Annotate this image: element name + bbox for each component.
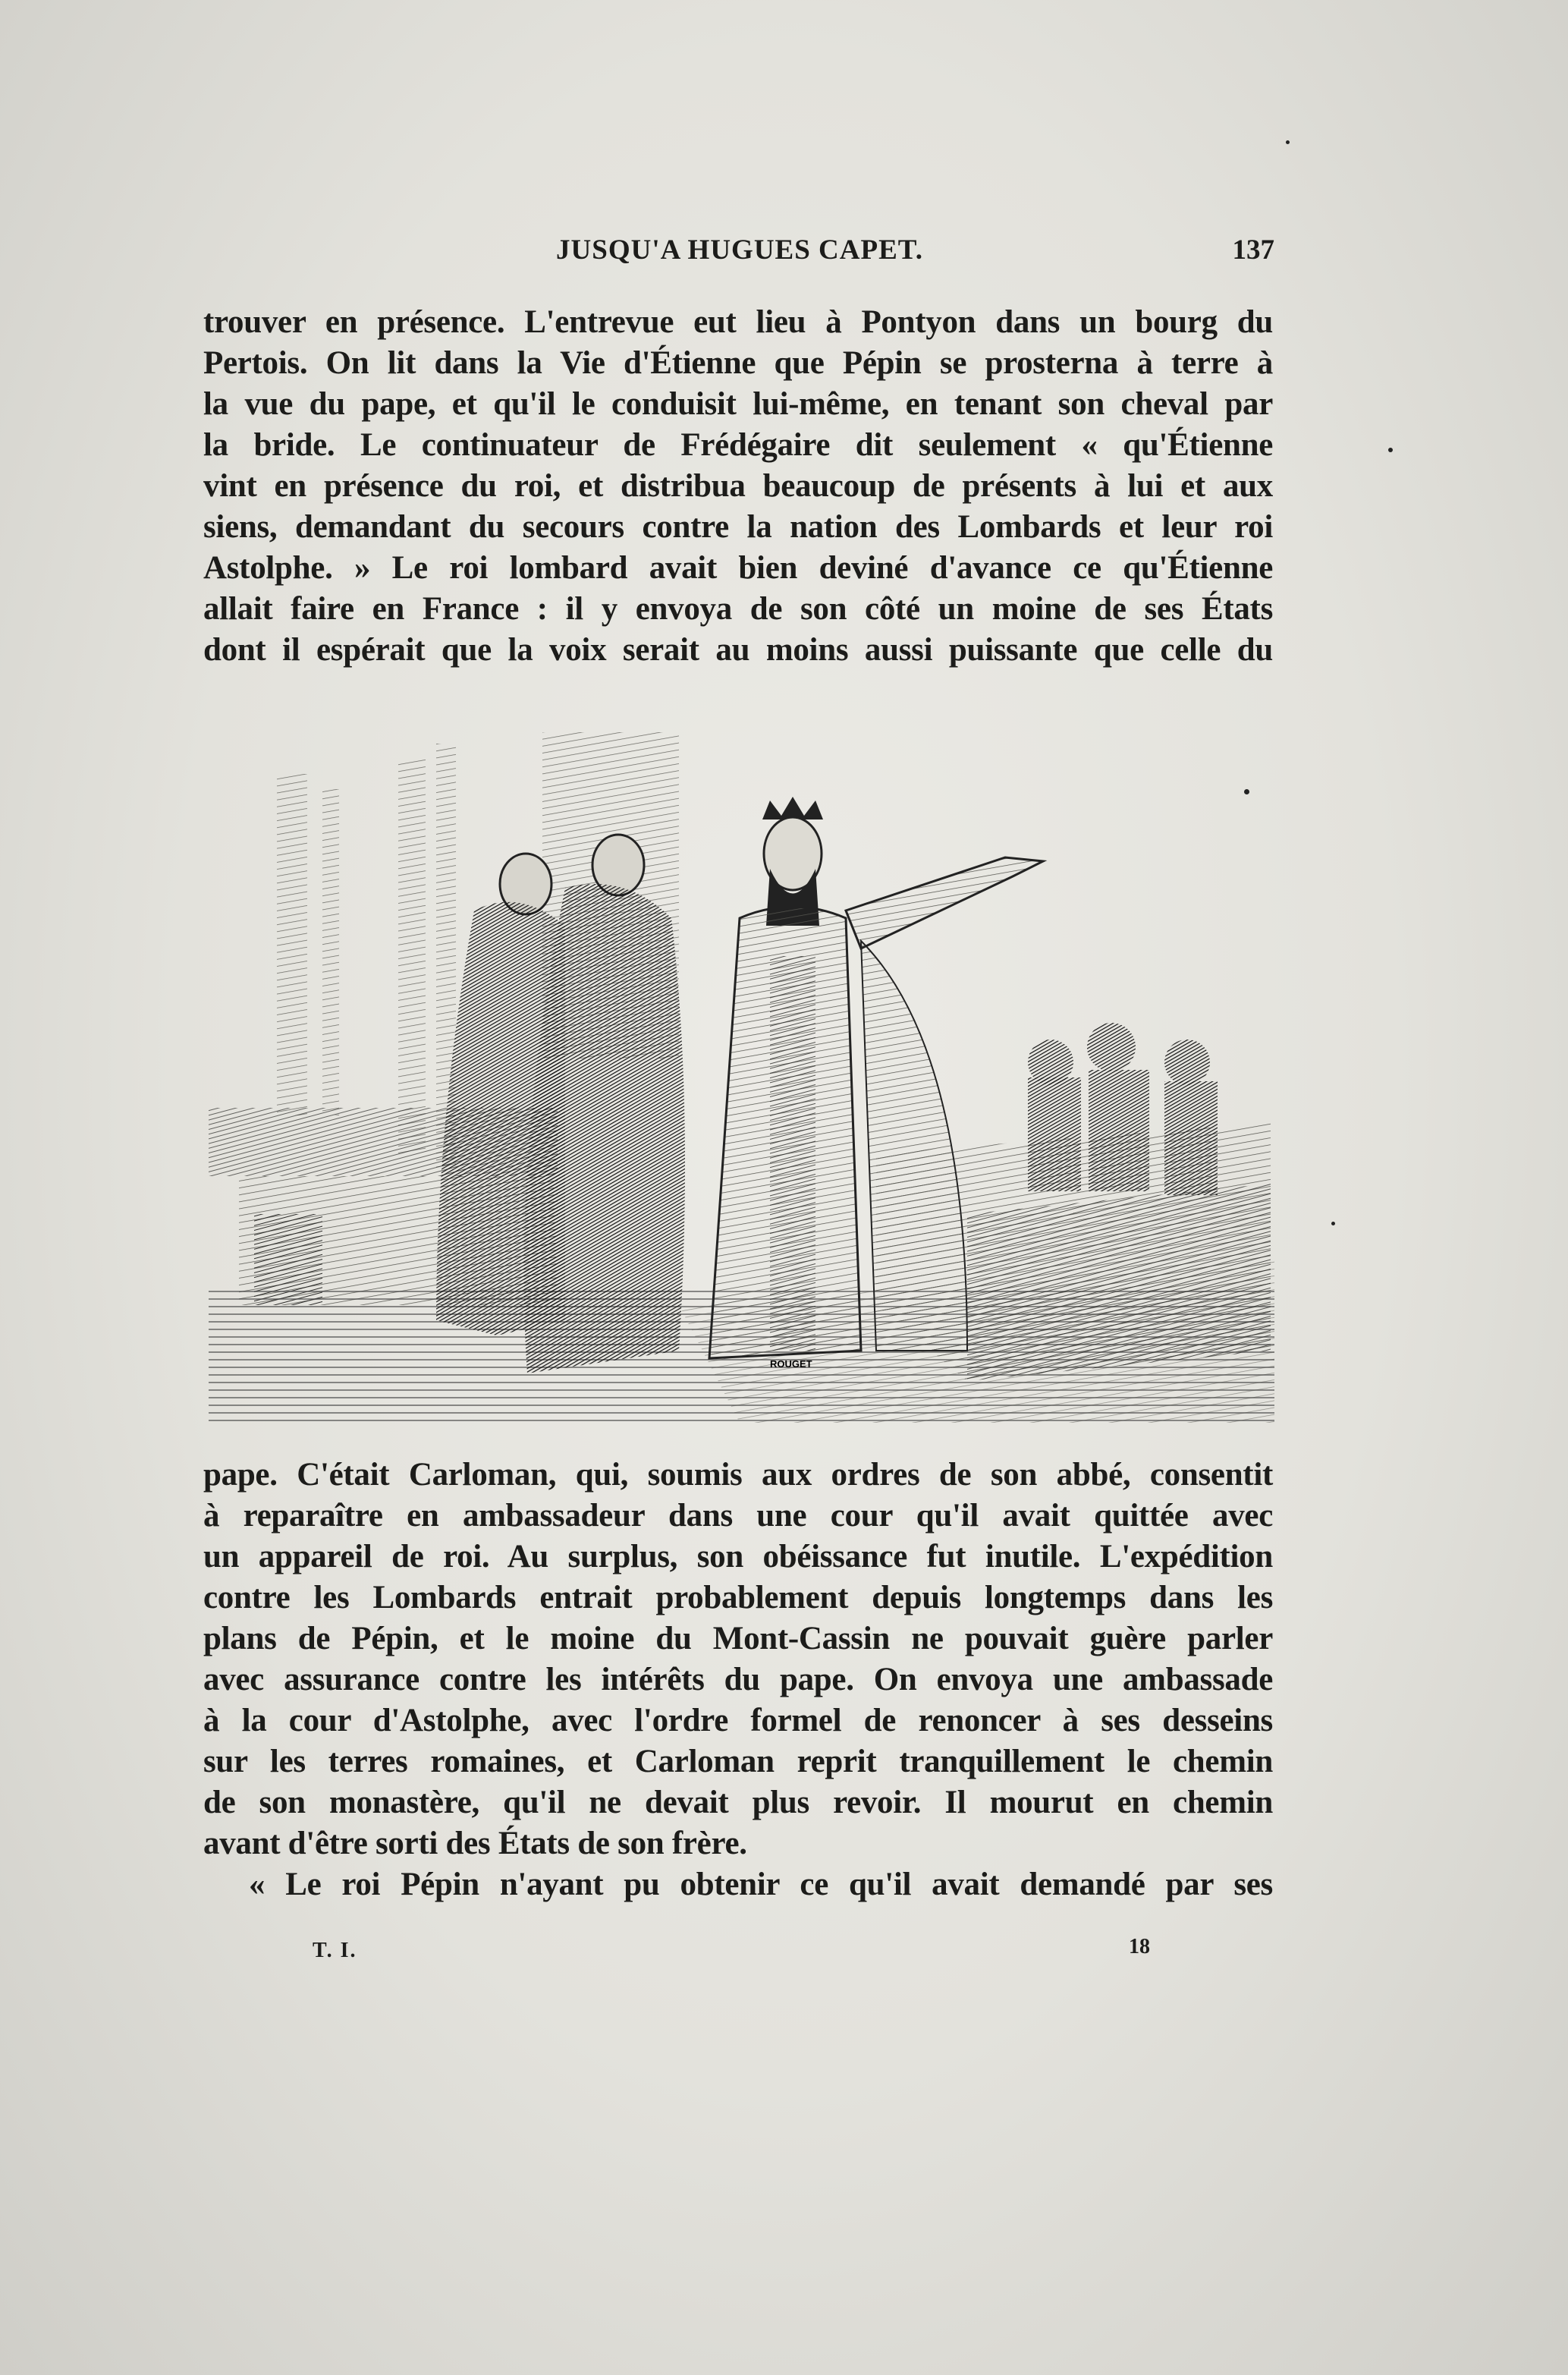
text-line: la vue du pape, et qu'il le conduisit lui-même, en tenant son cheval par — [203, 386, 1273, 422]
page-number: 137 — [1232, 234, 1274, 266]
text-line: trouver en présence. L'entrevue eut lieu à Pontyon dans un bourg du — [203, 304, 1273, 340]
running-head — [205, 234, 1274, 279]
paragraph-top — [203, 302, 1273, 671]
artist-signature: ROUGET — [770, 1358, 812, 1370]
text-line: à reparaître en ambassadeur dans une cour qu'il avait quittée avec — [203, 1498, 1273, 1534]
text-line: un appareil de roi. Au surplus, son obéissance fut inutile. L'expédition — [203, 1539, 1273, 1574]
text-line: sur les terres romaines, et Carloman reprit tranquillement le chemin — [203, 1744, 1273, 1779]
signature-mark: T. I. — [313, 1939, 357, 1962]
text-line: plans de Pépin, et le moine du Mont-Cassin ne pouvait guère parler — [203, 1621, 1273, 1656]
paper-speck — [1244, 789, 1249, 794]
text-line: Astolphe. » Le roi lombard avait bien deviné d'avance ce qu'Étienne — [203, 550, 1273, 586]
text-line: allait faire en France : il y envoya de son côté un moine de ses États — [203, 591, 1273, 627]
paragraph-bottom — [203, 1455, 1273, 1905]
text-line: vint en présence du roi, et distribua beaucoup de présents à lui et aux — [203, 468, 1273, 504]
folio-number: 18 — [1129, 1935, 1150, 1958]
paper-speck — [1286, 140, 1290, 144]
text-line: contre les Lombards entrait probablement depuis longtemps dans les — [203, 1580, 1273, 1615]
text-line: avant d'être sorti des États de son frère. — [203, 1826, 747, 1861]
running-title: JUSQU'A HUGUES CAPET. — [556, 234, 923, 266]
text-line: avec assurance contre les intérêts du pape. On envoya une ambassade — [203, 1662, 1273, 1697]
text-line: Pertois. On lit dans la Vie d'Étienne que Pépin se prosterna à terre à — [203, 345, 1273, 381]
text-line: « Le roi Pépin n'ayant pu obtenir ce qu'il avait demandé par ses — [249, 1867, 1273, 1902]
text-line: de son monastère, qu'il ne devait plus revoir. Il mourut en chemin — [203, 1785, 1273, 1820]
text-line: dont il espérait que la voix serait au moins aussi puissante que celle du — [203, 632, 1273, 668]
engraving-illustration — [209, 728, 1274, 1423]
crowd — [1028, 1023, 1218, 1195]
paper-speck — [1331, 1222, 1335, 1225]
text-line: à la cour d'Astolphe, avec l'ordre formel de renoncer à ses desseins — [203, 1703, 1273, 1738]
paper-speck — [1388, 448, 1393, 452]
text-line: la bride. Le continuateur de Frédégaire dit seulement « qu'Étienne — [203, 427, 1273, 463]
text-line: siens, demandant du secours contre la nation des Lombards et leur roi — [203, 509, 1273, 545]
text-line: pape. C'était Carloman, qui, soumis aux ordres de son abbé, consentit — [203, 1457, 1273, 1493]
